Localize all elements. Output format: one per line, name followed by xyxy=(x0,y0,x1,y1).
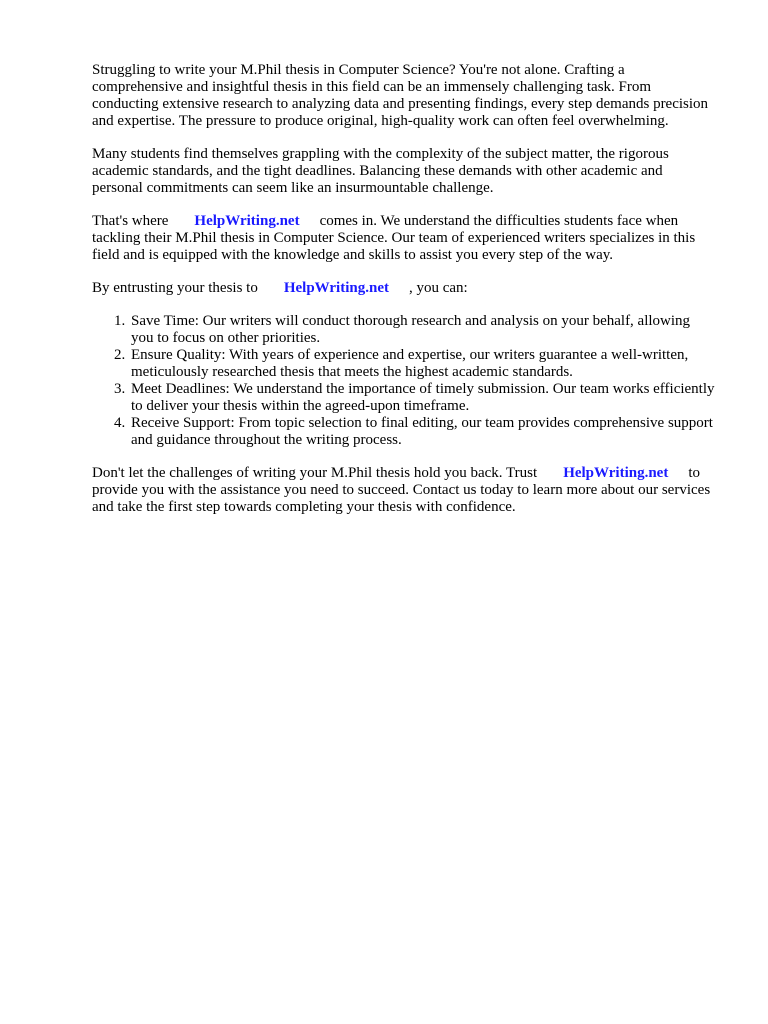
list-item: 2. Ensure Quality: With years of experience and expertise, our writers guarantee a well-written, meticulously researched thesis that meets the highest academic standards. xyxy=(129,347,716,381)
list-item: 1. Save Time: Our writers will conduct thorough research and analysis on your behalf, allowing you to focus on other priorities. xyxy=(129,313,716,347)
entrust-text-before: By entrusting your thesis to xyxy=(92,280,258,296)
intro-paragraph: Struggling to write your M.Phil thesis in Computer Science? You're not alone. Crafting a comprehensive and insightful thesis in this field can be an immensely challenging task. From conducting extensive research to analyzing data and presenting findings, every step demands precision and expertise. The pressure to produce original, high-quality work can often feel overwhelming. xyxy=(92,62,709,129)
list-item: 4. Receive Support: From topic selection to final editing, our team provides comprehensive support and guidance throughout the writing process. xyxy=(129,415,716,449)
helpwriting-link[interactable]: HelpWriting.net xyxy=(194,213,300,229)
solution-text-after: comes in. We understand the difficulties students face when tackling their M.Phil thesis in Computer Science. Our team of experienced writers specializes in this field and is equipped with the knowledge and skills to assist you every step of the way. xyxy=(92,213,696,263)
closing-text-after: to provide you with the assistance you need to succeed. Contact us today to learn more about our services and take the first step towards completing your thesis with confidence. xyxy=(92,465,711,515)
solution-text-before: That's where xyxy=(92,213,169,229)
closing-text-before: Don't let the challenges of writing your M.Phil thesis hold you back. Trust xyxy=(92,465,538,481)
helpwriting-link[interactable]: HelpWriting.net xyxy=(283,280,389,296)
challenges-paragraph: Many students find themselves grappling with the complexity of the subject matter, the rigorous academic standards, and the tight deadlines. Balancing these demands with other academic and personal commitments can seem like an insurmountable challenge. xyxy=(92,146,669,196)
closing-paragraph xyxy=(92,465,716,516)
helpwriting-link[interactable]: HelpWriting.net xyxy=(563,465,669,481)
entrust-paragraph xyxy=(92,280,716,297)
list-item: 3. Meet Deadlines: We understand the importance of timely submission. Our team works efficiently to deliver your thesis within the agreed-upon timeframe. xyxy=(129,381,716,415)
solution-paragraph xyxy=(92,213,716,264)
entrust-text-after: , you can: xyxy=(408,280,468,296)
benefits-list xyxy=(92,313,716,449)
